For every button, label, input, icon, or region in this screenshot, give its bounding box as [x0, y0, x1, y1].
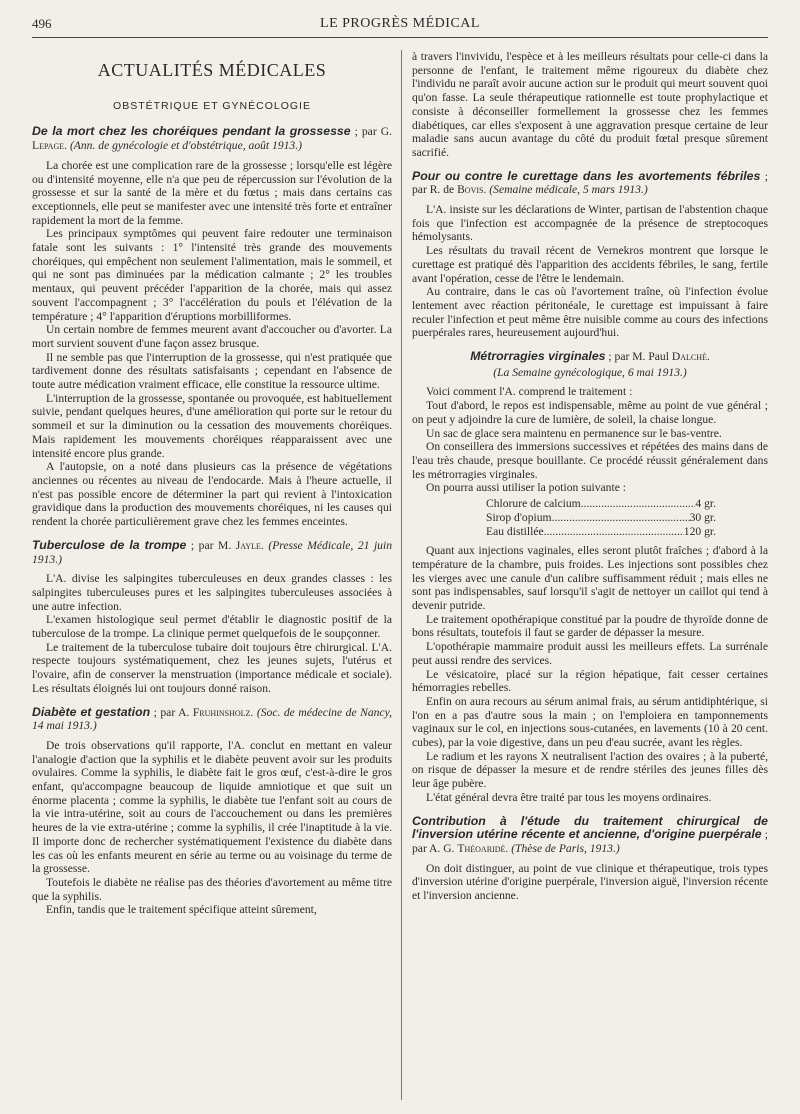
paragraph: L'A. divise les salpingites tuberculeuses en deux grandes classes : les salpingites tuberculeuses pures et les salpingites tuberculeuses associées à une autre infection. — [32, 572, 392, 613]
paragraph: L'opothérapie mammaire produit aussi les meilleurs effets. La surrénale peut aussi rendre des services. — [412, 640, 768, 667]
article-source: (Soc. de médecine de Nancy, 14 mai 1913.) — [32, 705, 392, 733]
dot-leader — [552, 511, 690, 525]
paragraph: Enfin on aura recours au sérum animal frais, au sérum antidiphtérique, si l'on en a pas d'autre sous la main ; on l'emploiera en tamponnements vaginaux sur le col, en injections sous-cutanées, en lavements (10 à 20 cent. cubes), par la voie digestive, dans un peu d'eau sucrée, avant les règles. — [412, 694, 768, 750]
article-title: Diabète et gestation — [32, 704, 151, 719]
paragraph: L'A. insiste sur les déclarations de Winter, partisan de l'abstention chaque fois que l'infection est accompagnée de la présence de streptocoques hémolysants. — [412, 203, 768, 244]
left-column — [32, 50, 392, 927]
paragraph: Il ne semble pas que l'interruption de la grossesse, qui n'est pratiquée que tardivement donne des résultats satisfaisants ; cependant en l'absence de toute autre médication vraiment efficace, elle constitue la ressource ultime. — [32, 350, 392, 392]
article-author: G. Lepage. — [32, 125, 392, 153]
prescription-formula — [486, 497, 716, 538]
article-title: Tuberculose de la trompe — [32, 537, 187, 552]
article-heading: Contribution à l'étude du traitement chirurgical de l'inversion utérine récente et ancienne, d'origine puerpérale ; par A. G. Théoaridè. (Thèse de Paris, 1913.) — [412, 813, 768, 855]
header-rule — [32, 37, 768, 38]
article-author: Bovis. — [457, 183, 487, 197]
article-author: Théoaridè. — [457, 841, 509, 855]
article-source: (Semaine médicale, 5 mars 1913.) — [489, 183, 648, 197]
journal-title: LE PROGRÈS MÉDICAL — [320, 16, 480, 31]
article-heading: Pour ou contre le curettage dans les avortements fébriles ; par R. de Bovis. (Semaine médicale, 5 mars 1913.) — [412, 168, 768, 197]
article-heading: De la mort chez les choréiques pendant la grossesse ; par G. Lepage. (Ann. de gynécologie et d'obstétrique, août 1913.) — [32, 124, 392, 153]
article-author: Jayle. — [235, 538, 264, 552]
section-title: ACTUALITÉS MÉDICALES — [97, 60, 327, 80]
ingredient-quantity: 120 gr. — [683, 524, 716, 538]
article-curettage — [412, 170, 768, 340]
page-number: 496 — [32, 16, 52, 31]
dot-leader — [544, 525, 684, 539]
paragraph: Voici comment l'A. comprend le traitement : — [426, 385, 633, 399]
column-divider — [401, 50, 402, 1100]
article-diabetes-continued — [412, 50, 768, 160]
paragraph: On doit distinguer, au point de vue clinique et thérapeutique, trois types d'inversion utérine d'origine puerpérale, l'inversion aiguë, l'inversion récente et l'inversion ancienne. — [412, 861, 768, 903]
ingredient-name: Chlorure de calcium — [486, 497, 581, 511]
formula-row — [486, 511, 716, 525]
article-uterine-inversion — [412, 815, 768, 903]
paragraph: L'interruption de la grossesse, spontanée ou provoquée, est habituellement suivie, pendant quelques heures, d'une amélioration qui porte sur le retour du sommeil et sur la diminution ou la cessation des mouvements choréiques. Mais rapidement les mouvements choréiques réapparaissent avec une intensité encore plus grande. — [32, 391, 392, 460]
paragraph: à travers l'invividu, l'espèce et à les meilleurs résultats pour celle-ci dans la personne de l'enfant, le traitement même rigoureux du diabète chez l'individu ne paraît avoir aucune action sur le produit qui meurt souvent quoi qu'on fasse. La seule thérapeutique rationnelle est toute prophylactique et consiste à déconseiller formellement la grossesse chez les femmes diabétiques, car elles s'exposent à une aggravation presque certaine de leur maladie sans aucun avantage du côté du produit fœtal presque sûrement sacrifié. — [412, 50, 768, 159]
paragraph: On pourra aussi utiliser la potion suivante : — [426, 481, 626, 495]
article-title: Contribution à l'étude du traitement chirurgical de l'inversion utérine récente et ancienne, d'origine puerpérale — [412, 813, 768, 842]
paragraph: De trois observations qu'il rapporte, l'A. conclut en mettant en valeur l'analogie d'action que la syphilis et le diabète peuvent avoir sur les produits ovulaires. Comme la syphilis, le diabète fait le gros œuf, c'est-à-dire le gros enfant, qu'accompagne beaucoup de liquide amniotique et que suit un énorme placenta ; comme la syphilis, le diabète tue l'enfant soit au cours de la vie intra-utérine, soit au cours de l'accouchement ou dans les premières heures de la vie extra-utérine ; comme la syphilis, il crée l'inaptitude à la vie. Il importe donc de rechercher systématiquement l'existence du diabète dans les cas où les enfants meurent en série au terme ou au voisinage du terme de la grossesse. — [32, 738, 392, 876]
article-diabetes — [32, 706, 392, 918]
paragraph: Les résultats du travail récent de Vernekros montrent que lorsque le curettage est pratiqué dès l'apparition des accidents fébriles, le sang, fertile avant l'opération, cesse de l'être le lendemain. — [412, 244, 768, 285]
paragraph: Un certain nombre de femmes meurent avant d'accoucher ou d'avorter. La mort survient souvent d'une façon assez brusque. — [32, 323, 392, 350]
paragraph: Enfin, tandis que le traitement spécifique atteint sûrement, — [46, 903, 317, 917]
paragraph: Le traitement de la tuberculose tubaire doit toujours être chirurgical. L'A. respecte toujours systématiquement, chez les jeunes sujets, l'utérus et l'ovaire, afin de conserver la menstruation (importance médicale et sociale). Les résultats éloignés lui ont toujours donné raison. — [32, 640, 392, 695]
right-column — [412, 50, 768, 913]
article-title: Pour ou contre le curettage dans les avortements fébriles — [412, 168, 761, 183]
article-chorea — [32, 125, 392, 528]
paragraph: On conseillera des immersions successives et répétées des mains dans de l'eau très chaude, presque bouillante. Ce procédé réussit généralement dans les métrorragies virginales. — [412, 440, 768, 481]
article-heading: Métrorragies virginales ; par M. Paul Dalché. — [470, 349, 710, 364]
paragraph: Toutefois le diabète ne réalise pas des théories d'avortement au même titre que la syphilis. — [32, 875, 392, 903]
paragraph: Le radium et les rayons X neutralisent l'action des ovaires ; à la puberté, on risque de dépasser la mesure et de rendre stériles des jeunes filles dès leur âge pubère. — [412, 749, 768, 791]
article-heading: Diabète et gestation ; par A. Fruhinsholz. (Soc. de médecine de Nancy, 14 mai 1913.) — [32, 704, 392, 733]
article-metrorrhagia — [412, 350, 768, 805]
paragraph: Le vésicatoire, placé sur la région hépatique, fait cesser certaines hémorragies rebelles. — [412, 667, 768, 695]
paragraph: Tout d'abord, le repos est indispensable, même au point de vue général ; on peut y adjoindre la cure de lumière, de soleil, la chaise longue. — [412, 399, 768, 426]
running-header — [32, 16, 768, 36]
paragraph: Quant aux injections vaginales, elles seront plutôt fraîches ; d'abord à la température de la chambre, puis froides. Les injections sont possibles chez les vierges avec une canule d'un calibre suffisamment réduit ; mais elles ne sont pas indispensables, sauf lorsqu'il s'agit de nettoyer un caillot qui tend à devenir putride. — [412, 544, 768, 613]
paragraph: Un sac de glace sera maintenu en permanence sur le bas-ventre. — [426, 426, 722, 440]
article-source: (Ann. de gynécologie et d'obstétrique, août 1913.) — [69, 139, 302, 153]
ingredient-name: Sirop d'opium — [486, 510, 552, 524]
paragraph: Les principaux symptômes qui peuvent faire redouter une terminaison fatale sont les suivants : 1° l'intensité très grande des mouvements choréiques, qui empêchent non seulement l'alimentation, mais le sommeil, et qui ne sont pas diminuées par la médication calmante ; 2° les troubles mentaux, qui peuvent précéder l'apparition de la chorée, mais qui assez souvent l'accompagnent ; 3° l'accélération du pouls et l'élévation de la température ; 4° l'apparition d'éruptions morbilliformes. — [32, 227, 392, 323]
article-source: (Presse Médicale, 21 juin 1913.) — [32, 538, 392, 566]
dot-leader — [581, 497, 696, 511]
article-author: Fruhinsholz. — [192, 705, 254, 719]
formula-row — [486, 497, 716, 511]
paragraph: L'examen histologique seul permet d'établir le diagnostic positif de la tuberculose de la trompe. La clinique permet quelquefois de le soupçonner. — [32, 613, 392, 641]
article-author: Dalché. — [671, 350, 710, 364]
paragraph: Le traitement opothérapique constitué par la poudre de thyroïde donne de bons résultats, toutefois il faut se garder de dépasser la mesure. — [412, 612, 768, 640]
ingredient-quantity: 30 gr. — [689, 510, 716, 524]
subsection-title: OBSTÉTRIQUE ET GYNÉCOLOGIE — [113, 99, 311, 112]
paragraph: A l'autopsie, on a noté dans plusieurs cas la présence de végétations anciennes ou récentes au niveau de l'endocarde. Mais à l'heure actuelle, il n'est pas possible encore de déterminer la part qui revient à l'intoxication gravidique dans la production des mouvements choréiques, ni les causes qui rendent la chorée particulièrement grave chez les femmes enceintes. — [32, 460, 392, 529]
article-heading: Tuberculose de la trompe ; par M. Jayle. (Presse Médicale, 21 juin 1913.) — [32, 537, 392, 566]
paragraph: Au contraire, dans le cas où l'avortement traîne, où l'infection évolue lentement avec réaction péritonéale, le curettage est impuissant à faire reculer l'infection et peut même être nuisible comme au cours des infections puerpérales rares, heureusement aujourd'hui. — [412, 285, 768, 340]
formula-row — [486, 525, 716, 539]
article-title: Métrorragies virginales — [470, 349, 606, 364]
article-source: (Thèse de Paris, 1913.) — [511, 841, 620, 855]
paragraph: L'état général devra être traité par tous les moyens ordinaires. — [426, 790, 712, 804]
paragraph: La chorée est une complication rare de la grossesse ; lorsqu'elle est légère ou d'intensité moyenne, elle n'a que peu de répercussion sur l'évolution de la grossesse et sur la santé de la mère et du fœtus ; mais dans certains cas exceptionnels, elle peut se manifester avec une intensité très forte et entraîner rapidement la mort de la femme. — [32, 158, 392, 227]
article-tuberculosis — [32, 539, 392, 696]
ingredient-name: Eau distillée — [486, 524, 544, 538]
ingredient-quantity: 4 gr. — [695, 497, 716, 511]
article-title: De la mort chez les choréiques pendant la grossesse — [32, 124, 351, 139]
article-source: (La Semaine gynécologique, 6 mai 1913.) — [493, 365, 687, 379]
